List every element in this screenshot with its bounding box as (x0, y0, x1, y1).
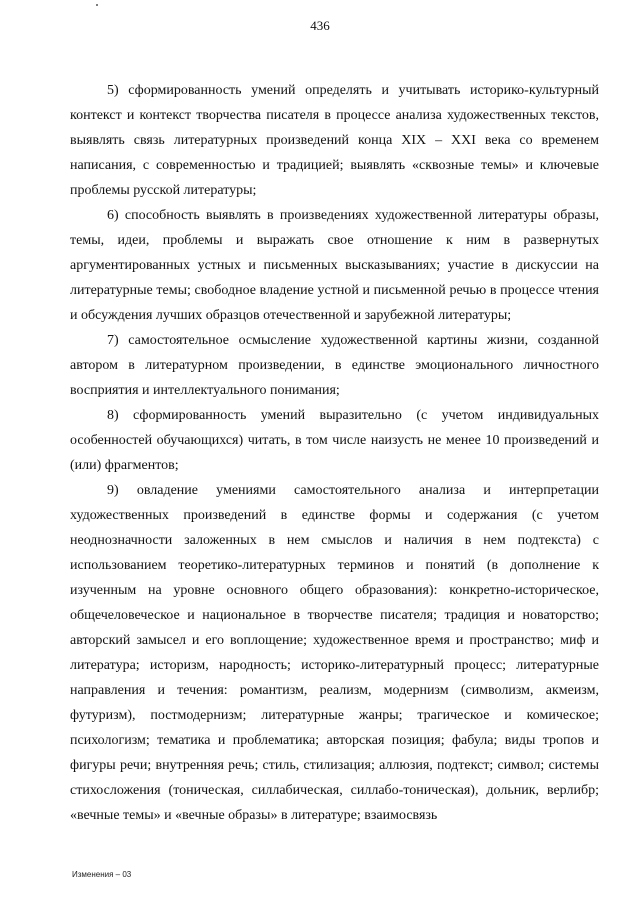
paragraph-9: 9) овладение умениями самостоятельного анализа и интерпретации художественных произведений в единстве формы и содержания (с учетом неоднозначности заложенных в нем смыслов и наличия в нем подтекста) с использованием теоретико-литературных терминов и понятий (в дополнение к изученным на уровне основного общего образования): конкретно-историческое, общечеловеческое и национальное в творчестве писателя; традиция и новаторство; авторский замысел и его воплощение; художественное время и пространство; миф и литература; историзм, народность; историко-литературный процесс; литературные направления и течения: романтизм, реализм, модернизм (символизм, акмеизм, футуризм), постмодернизм; литературные жанры; трагическое и комическое; психологизм; тематика и проблематика; авторская позиция; фабула; виды тропов и фигуры речи; внутренняя речь; стиль, стилизация; аллюзия, подтекст; символ; системы стихосложения (тоническая, силлабическая, силлабо-тоническая), дольник, верлибр; «вечные темы» и «вечные образы» в литературе; взаимосвязь (70, 483, 599, 823)
page-number: 436 (310, 18, 330, 33)
document-body (70, 78, 599, 828)
paragraph-5: 5) сформированность умений определять и учитывать историко-культурный контекст и контекст творчества писателя в процессе анализа художественных текстов, выявлять связь литературных произведений конца XIX – XXI века со временем написания, с современностью и традицией; выявлять «сквозные темы» и ключевые проблемы русской литературы; (70, 83, 599, 198)
footer-revision-note: Изменения – 03 (72, 870, 132, 879)
paragraph-7: 7) самостоятельное осмысление художественной картины жизни, созданной автором в литературном произведении, в единстве эмоционального личностного восприятия и интеллектуального понимания; (70, 333, 599, 398)
paragraph-8: 8) сформированность умений выразительно (с учетом индивидуальных особенностей обучающихся) читать, в том числе наизусть не менее 10 произведений и (или) фрагментов; (70, 408, 599, 473)
paragraph-6: 6) способность выявлять в произведениях художественной литературы образы, темы, идеи, проблемы и выражать свое отношение к ним в развернутых аргументированных устных и письменных высказываниях; участие в дискуссии на литературные темы; свободное владение устной и письменной речью в процессе чтения и обсуждения лучших образцов отечественной и зарубежной литературы; (70, 208, 599, 323)
scan-speck (96, 4, 98, 6)
